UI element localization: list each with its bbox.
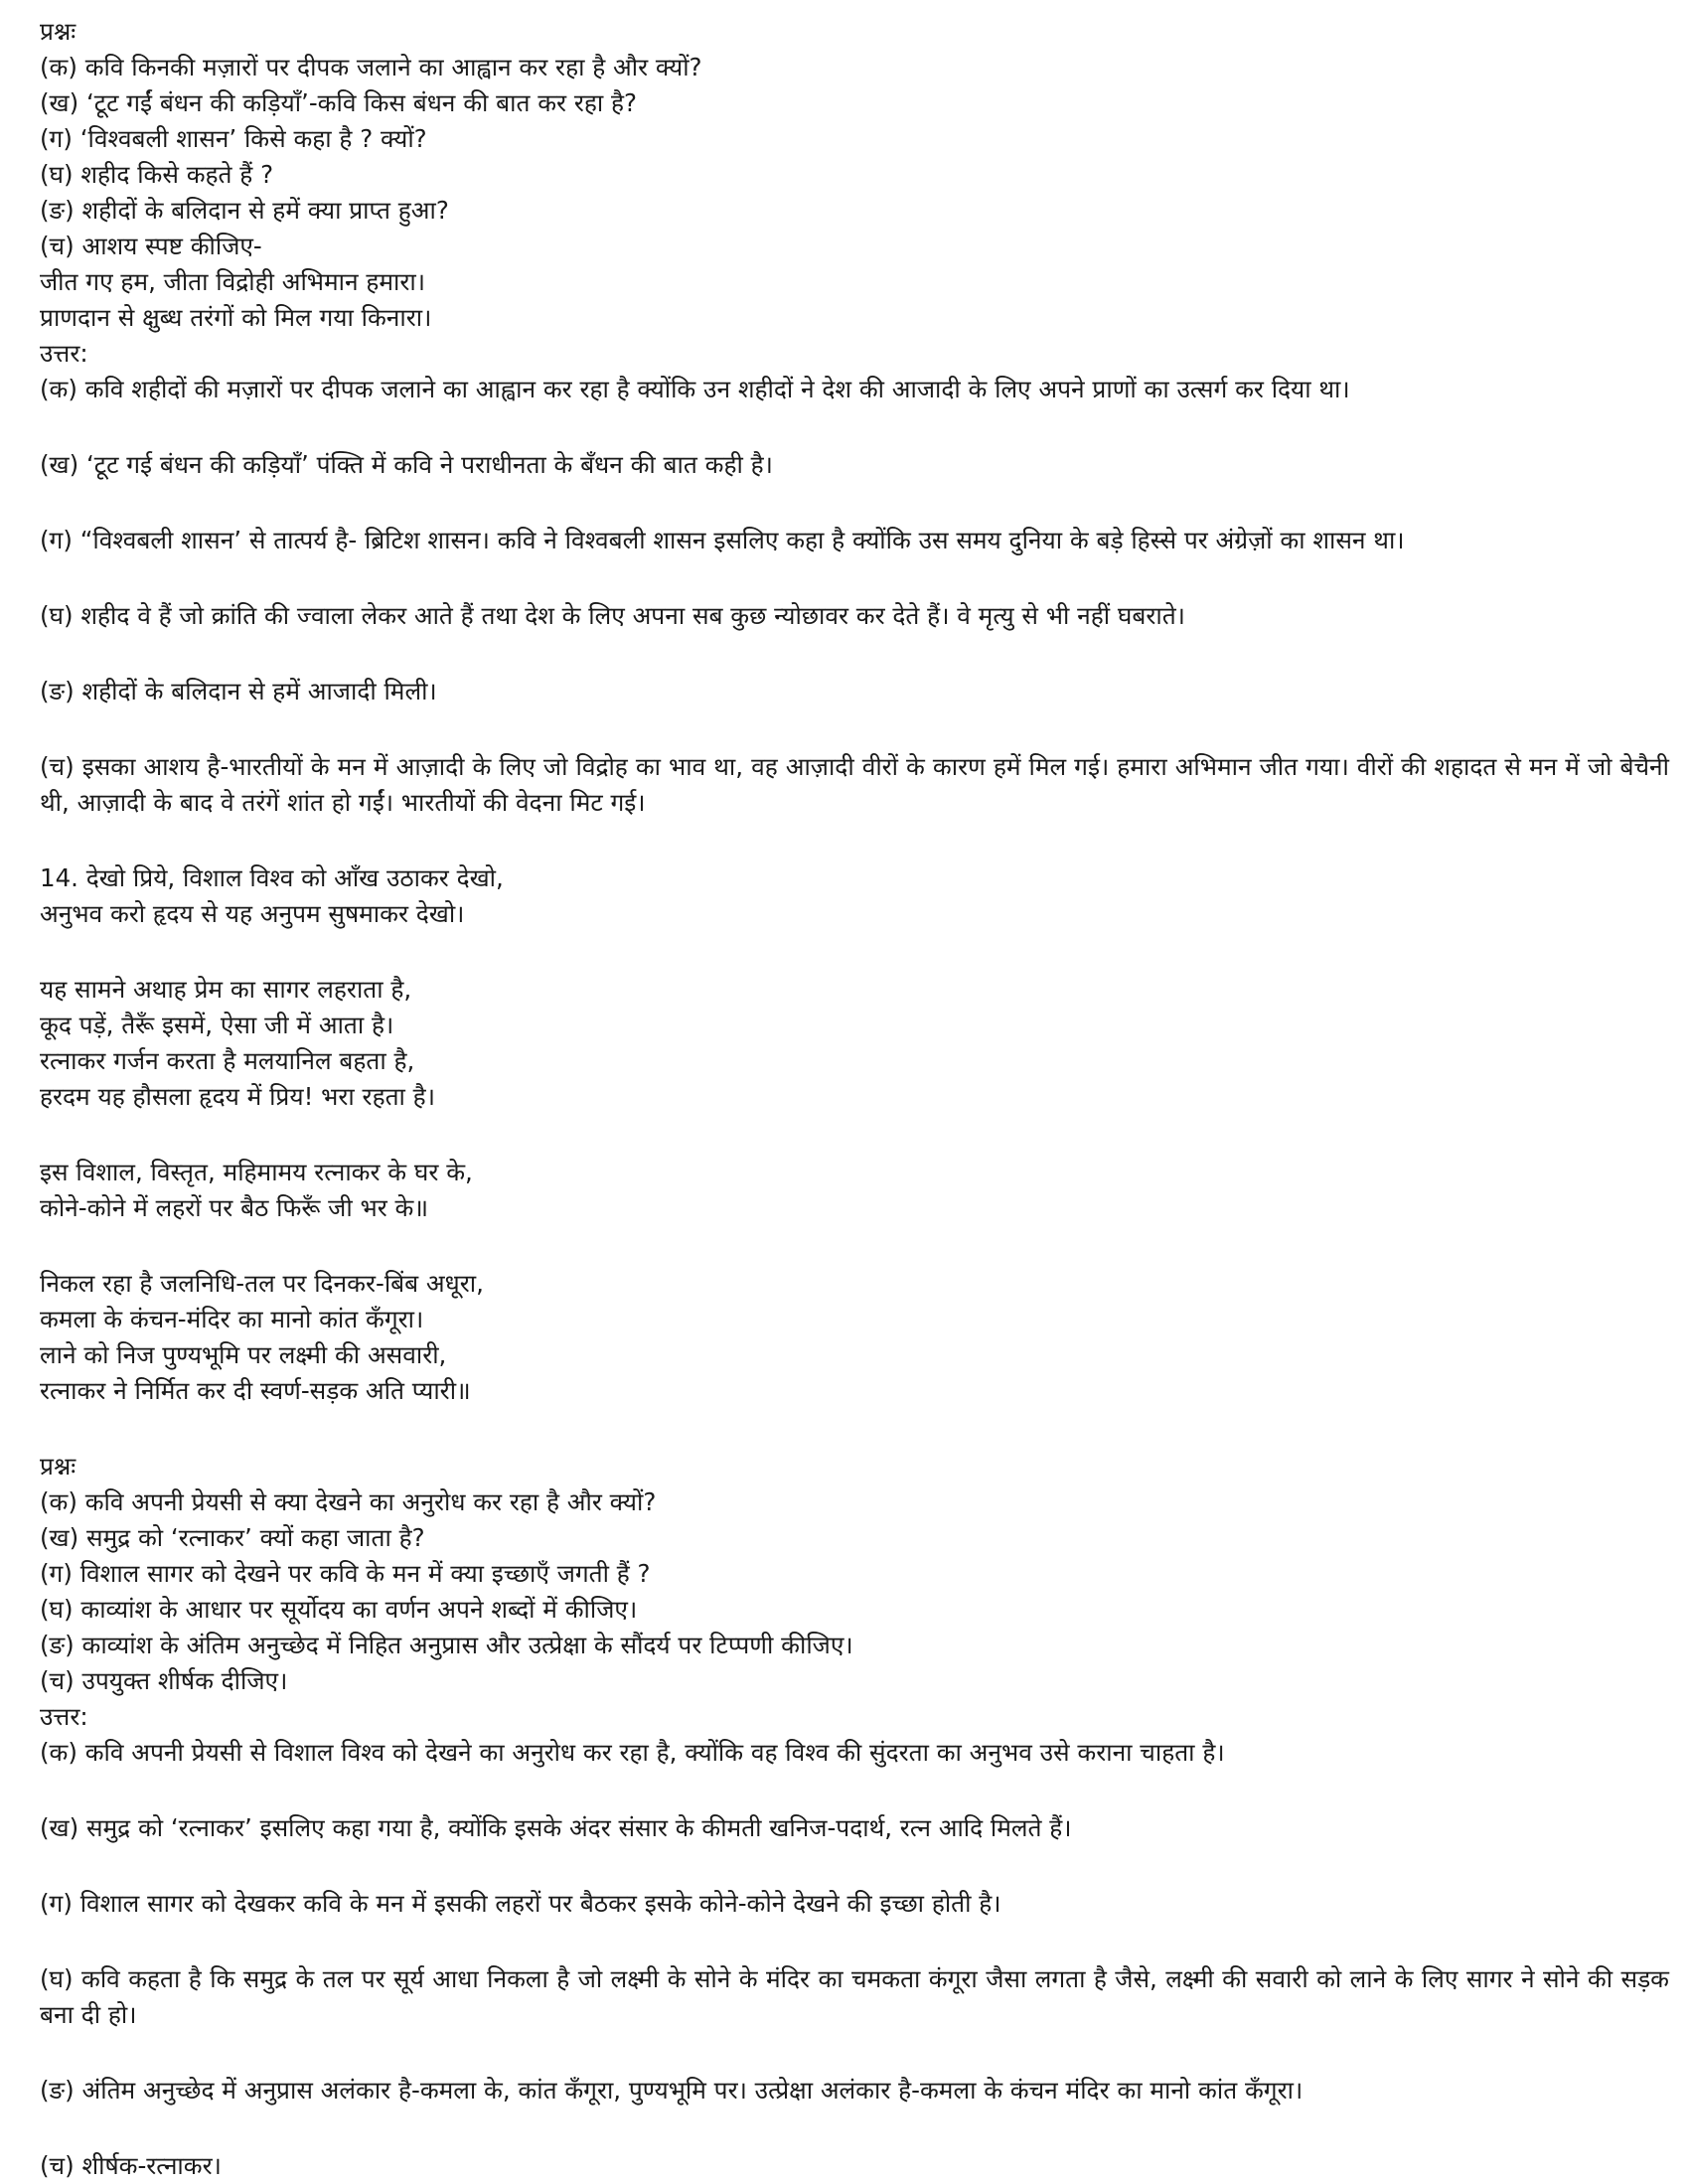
question-kha: (ख) समुद्र को ‘रत्नाकर’ क्यों कहा जाता है?	[40, 1523, 425, 1552]
poem-line: निकल रहा है जलनिधि-तल पर दिनकर-बिंब अधूरा,	[40, 1269, 484, 1298]
poem-line: यह सामने अथाह प्रेम का सागर लहराता है,	[40, 975, 412, 1004]
question-kha: (ख) ‘टूट गईं बंधन की कड़ियाँ’-कवि किस बंधन की बात कर रहा है?	[40, 88, 638, 117]
answer-nga: (ङ) शहीदों के बलिदान से हमें आजादी मिली।	[40, 677, 437, 705]
poem-line: कोने-कोने में लहरों पर बैठ फिरूँ जी भर के॥	[40, 1193, 428, 1222]
document-page	[40, 14, 1669, 2184]
quoted-verse-line: प्राणदान से क्षुब्ध तरंगों को मिल गया किनारा।	[40, 303, 432, 332]
answers-heading: उत्तर:	[40, 1702, 88, 1731]
question-ka: (क) कवि किनकी मज़ारों पर दीपक जलाने का आह्वान कर रहा है और क्यों?	[40, 53, 702, 81]
question-cha: (च) उपयुक्त शीर्षक दीजिए।	[40, 1666, 288, 1695]
answer-cha: (च) इसका आशय है-भारतीयों के मन में आज़ादी के लिए जो विद्रोह का भाव था, वह आज़ादी वीरों के कारण हमें मिल गई। हमारा अभिमान जीत गया। वीरों की शहादत से मन में जो बेचैनी थी, आज़ादी के बाद वे तरंगें शांत हो गईं। भारतीयों की वेदना मिट गई।	[40, 752, 1669, 817]
question-ga: (ग) विशाल सागर को देखने पर कवि के मन में क्या इच्छाएँ जगती हैं ?	[40, 1559, 651, 1588]
question-nga: (ङ) शहीदों के बलिदान से हमें क्या प्राप्त हुआ?	[40, 196, 449, 225]
question-gha: (घ) शहीद किसे कहते हैं ?	[40, 160, 274, 189]
questions-heading: प्रश्नः	[40, 1452, 77, 1481]
answer-nga: (ङ) अंतिम अनुच्छेद में अनुप्रास अलंकार है-कमला के, कांत कँगूरा, पुण्यभूमि पर। उत्प्रेक्षा अलंकार है-कमला के कंचन मंदिर का मानो कांत कँगूरा।	[40, 2076, 1304, 2105]
question-ka: (क) कवि अपनी प्रेयसी से क्या देखने का अनुरोध कर रहा है और क्यों?	[40, 1487, 657, 1516]
poem-line: कमला के कंचन-मंदिर का मानो कांत कँगूरा।	[40, 1305, 424, 1333]
answer-gha: (घ) शहीद वे हैं जो क्रांति की ज्वाला लेकर आते हैं तथा देश के लिए अपना सब कुछ न्योछावर कर देते हैं। वे मृत्यु से भी नहीं घबराते।	[40, 601, 1185, 630]
answer-ga: (ग) “विश्वबली शासन’ से तात्पर्य है- ब्रिटिश शासन। कवि ने विश्वबली शासन इसलिए कहा है क्योंकि उस समय दुनिया के बड़े हिस्से पर अंग्रेज़ों का शासन था।	[40, 526, 1405, 554]
answer-kha: (ख) समुद्र को ‘रत्नाकर’ इसलिए कहा गया है, क्योंकि इसके अंदर संसार के कीमती खनिज-पदार्थ, रत्न आदि मिलते हैं।	[40, 1813, 1072, 1842]
answer-ga: (ग) विशाल सागर को देखकर कवि के मन में इसकी लहरों पर बैठकर इसके कोने-कोने देखने की इच्छा होती है।	[40, 1889, 1001, 1918]
question-nga: (ङ) काव्यांश के अंतिम अनुच्छेद में निहित अनुप्रास और उत्प्रेक्षा के सौंदर्य पर टिप्पणी कीजिए।	[40, 1631, 853, 1659]
poem-line: इस विशाल, विस्तृत, महिमामय रत्नाकर के घर के,	[40, 1158, 473, 1186]
poem-line: रत्नाकर ने निर्मित कर दी स्वर्ण-सड़क अति प्यारी॥	[40, 1376, 471, 1405]
answer-gha: (घ) कवि कहता है कि समुद्र के तल पर सूर्य आधा निकला है जो लक्ष्मी के सोने के मंदिर का चमकता कंगूरा जैसा लगता है जैसे, लक्ष्मी की सवारी को लाने के लिए सागर ने सोने की सड़क बना दी हो।	[40, 1964, 1669, 2029]
answers-heading: उत्तर:	[40, 339, 88, 368]
poem-line: रत्नाकर गर्जन करता है मलयानिल बहता है,	[40, 1046, 415, 1075]
answer-ka: (क) कवि अपनी प्रेयसी से विशाल विश्व को देखने का अनुरोध कर रहा है, क्योंकि वह विश्व की सुंदरता का अनुभव उसे कराना चाहता है।	[40, 1738, 1225, 1767]
question-gha: (घ) काव्यांश के आधार पर सूर्योदय का वर्णन अपने शब्दों में कीजिए।	[40, 1595, 638, 1624]
poem-line: 14. देखो प्रिये, विशाल विश्व को आँख उठाकर देखो,	[40, 863, 504, 892]
question-ga: (ग) ‘विश्वबली शासन’ किसे कहा है ? क्यों?	[40, 124, 427, 153]
quoted-verse-line: जीत गए हम, जीता विद्रोही अभिमान हमारा।	[40, 267, 426, 296]
questions-heading: प्रश्नः	[40, 17, 77, 46]
answer-cha: (च) शीर्षक-रत्नाकर।	[40, 2151, 222, 2180]
poem-line: अनुभव करो हृदय से यह अनुपम सुषमाकर देखो।	[40, 899, 465, 928]
poem-line: लाने को निज पुण्यभूमि पर लक्ष्मी की असवारी,	[40, 1340, 447, 1369]
poem-line: हरदम यह हौसला हृदय में प्रिय! भरा रहता है।	[40, 1082, 435, 1111]
answer-kha: (ख) ‘टूट गई बंधन की कड़ियाँ’ पंक्ति में कवि ने पराधीनता के बँधन की बात कही है।	[40, 450, 773, 479]
poem-line: कूद पड़ें, तैरूँ इसमें, ऐसा जी में आता है।	[40, 1011, 394, 1039]
answer-ka: (क) कवि शहीदों की मज़ारों पर दीपक जलाने का आह्वान कर रहा है क्योंकि उन शहीदों ने देश की आजादी के लिए अपने प्राणों का उत्सर्ग कर दिया था।	[40, 375, 1350, 403]
question-cha: (च) आशय स्पष्ट कीजिए-	[40, 232, 262, 260]
